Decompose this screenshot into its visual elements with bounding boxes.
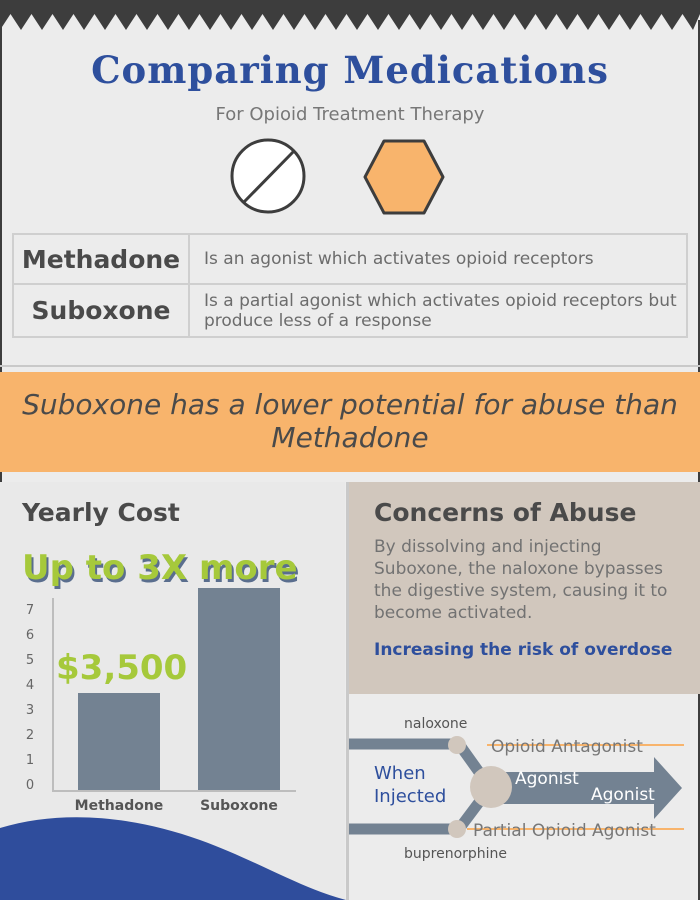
- cost-headline: Up to 3X more: [22, 548, 298, 588]
- y-tick-label: 5: [25, 653, 35, 668]
- bar-methadone: [78, 693, 160, 790]
- y-tick-label: 1: [25, 753, 35, 768]
- medication-description: Is a partial agonist which activates opioid receptors but produce less of a response: [204, 290, 677, 331]
- buprenorphine-label: buprenorphine: [404, 846, 508, 862]
- buprenorphine-node: [448, 820, 466, 838]
- table-row: [14, 235, 686, 285]
- page-subtitle: For Opioid Treatment Therapy: [215, 104, 485, 125]
- y-axis: [52, 598, 54, 790]
- receptor-node: [470, 766, 512, 808]
- agonist-arrow-label: Agonist: [591, 785, 655, 805]
- abuse-callout: Increasing the risk of overdose: [374, 640, 673, 660]
- naloxone-label: naloxone: [404, 716, 468, 732]
- page-title: Comparing Medications: [91, 48, 609, 92]
- bar-data-label: $3,500: [56, 648, 188, 688]
- table-row: [14, 285, 686, 336]
- y-tick-label: 2: [25, 728, 35, 743]
- x-category-label: Suboxone: [200, 798, 278, 814]
- cost-heading: Yearly Cost: [22, 498, 180, 527]
- y-tick-label: 7: [25, 603, 35, 618]
- when-injected-label: When: [374, 763, 426, 784]
- comparison-table: [12, 233, 688, 338]
- y-tick-label: 4: [25, 678, 35, 693]
- abuse-body: By dissolving and injecting Suboxone, the naloxone bypasses the digestive system, causing it to become activated.: [374, 537, 668, 623]
- y-tick-label: 3: [25, 703, 35, 718]
- partial-agonist-label: Partial Opioid Agonist: [473, 821, 656, 841]
- x-category-label: Methadone: [74, 798, 164, 814]
- agonist-center-label: Agonist: [515, 769, 579, 789]
- abuse-heading: Concerns of Abuse: [374, 498, 637, 527]
- mechanism-diagram: [349, 698, 698, 900]
- bar-suboxone: [198, 588, 280, 790]
- when-injected-label: Injected: [374, 786, 447, 807]
- banner-text: Suboxone has a lower potential for abuse than Methadone: [22, 388, 678, 454]
- wave-decoration: [0, 810, 346, 900]
- medication-name: Suboxone: [14, 285, 190, 336]
- x-axis: [52, 790, 296, 792]
- y-tick-label: 6: [25, 628, 35, 643]
- antagonist-label: Opioid Antagonist: [491, 737, 643, 757]
- y-tick-label: 0: [25, 778, 35, 793]
- section-divider: [0, 365, 700, 367]
- zigzag-border: [0, 0, 700, 40]
- naloxone-node: [448, 736, 466, 754]
- medication-description: Is an agonist which activates opioid receptors: [204, 249, 594, 269]
- hexagon-pill-icon: [362, 138, 446, 216]
- medication-name: Methadone: [14, 235, 190, 283]
- round-pill-icon: [228, 138, 308, 216]
